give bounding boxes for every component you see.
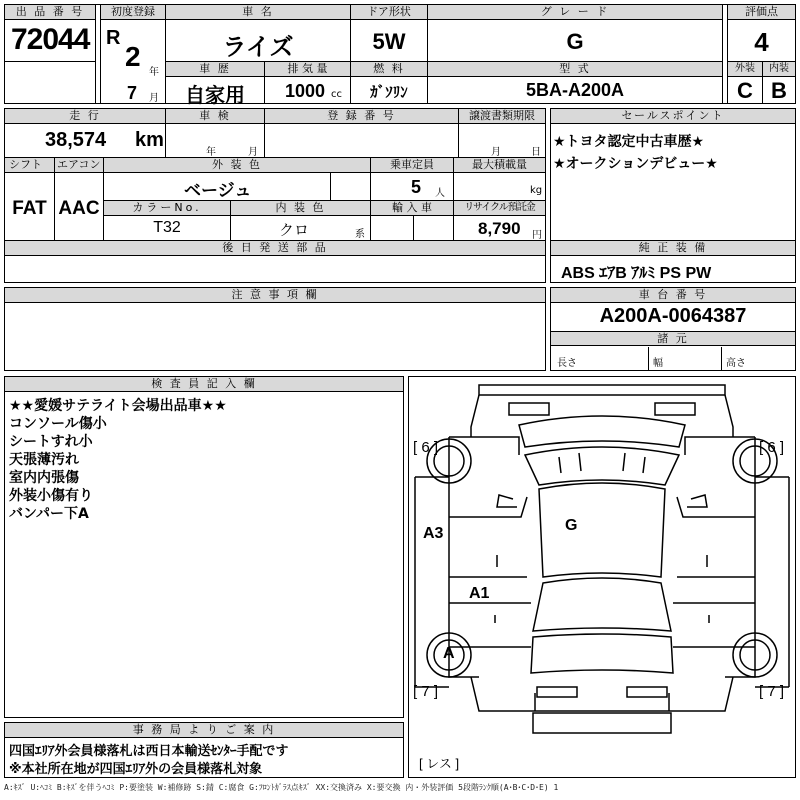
reg-month: 7 <box>127 83 138 103</box>
capacity-label: 乗車定員 <box>371 158 453 173</box>
ac-value: AAC <box>58 198 100 219</box>
transfer-deadline-label: 譲渡書類期限 <box>459 109 545 124</box>
equipment-value: ABS ｴｱB ｱﾙﾐ PS PW <box>561 265 712 282</box>
inspector-line: 室内内張傷 <box>9 470 79 486</box>
equipment-label: 純 正 装 備 <box>551 241 795 256</box>
color-number-cell <box>103 200 231 241</box>
later-parts-cell <box>4 240 546 283</box>
reg-month-unit: 月 <box>149 93 159 104</box>
shift-cell <box>4 157 55 241</box>
lot-label: 出 品 番 号 <box>5 5 95 20</box>
interior-color-cell <box>230 200 371 241</box>
spare-tire: [ レス ] <box>419 756 460 771</box>
office-label: 事 務 局 よ り ご 案 内 <box>5 723 403 738</box>
interior-color-value: クロ <box>279 222 310 239</box>
damage-mark-a3: A3 <box>423 525 444 542</box>
damage-mark-g: G <box>565 517 578 534</box>
model-label: 型 式 <box>428 62 722 77</box>
damage-mark-a1: A1 <box>469 585 490 602</box>
sales-points-label: セールスポイント <box>551 109 795 124</box>
car-name-label: 車 名 <box>166 5 350 20</box>
inspector-cell <box>4 376 404 718</box>
reg-era: R <box>106 27 121 49</box>
color-label: 外 装 色 <box>104 158 370 173</box>
sales-points-cell <box>550 108 796 241</box>
mileage-unit: km <box>135 129 164 151</box>
notes-label: 注 意 事 項 欄 <box>5 288 545 303</box>
import-cell <box>370 200 454 241</box>
recycle-unit: 円 <box>532 230 542 241</box>
model-cell <box>427 61 723 104</box>
dims-height: 高さ <box>726 358 746 369</box>
chassis-value: A200A-0064387 <box>599 305 747 327</box>
mileage-value: 38,574 <box>45 129 107 151</box>
ac-cell <box>54 157 104 241</box>
interior-value: B <box>771 78 787 103</box>
capacity-cell <box>370 157 454 201</box>
tire-rear-right: [ 7 ] <box>759 683 785 700</box>
later-parts-label: 後 日 発 送 部 品 <box>5 241 545 256</box>
inspector-line: 外装小傷有り <box>9 488 93 504</box>
grade-value: G <box>566 29 584 54</box>
capacity-value: 5 <box>411 177 422 197</box>
color-number-label: カラーNo. <box>104 201 230 216</box>
displacement-label: 排 気 量 <box>265 62 350 77</box>
lot-blank <box>4 61 96 104</box>
inspection-year-unit: 年 <box>206 147 216 158</box>
exterior-label: 外装 <box>728 62 762 77</box>
transfer-day-unit: 日 <box>531 147 541 158</box>
color-cell <box>103 157 371 201</box>
grade-label: グ レ ー ド <box>428 5 722 20</box>
max-load-label: 最大積載量 <box>454 158 545 173</box>
first-registration-cell <box>100 4 166 104</box>
tire-rear-left: [ 7 ] <box>413 683 439 700</box>
inspection-label: 車 検 <box>166 109 264 124</box>
inspection-cell <box>165 108 265 158</box>
lot-number-cell <box>4 4 96 62</box>
shift-label: シフト <box>5 158 54 173</box>
mileage-cell <box>4 108 166 158</box>
exterior-value: C <box>737 78 753 103</box>
grade-cell <box>427 4 723 62</box>
car-outline-icon <box>409 377 795 777</box>
score-value: 4 <box>754 27 769 57</box>
transfer-month-unit: 月 <box>491 147 501 158</box>
car-name-cell <box>165 4 351 62</box>
history-value: 自家用 <box>185 85 245 107</box>
registration-number-label: 登 録 番 号 <box>265 109 458 124</box>
interior-label: 内装 <box>763 62 795 77</box>
tire-front-left: [ 6 ] <box>413 439 439 456</box>
office-cell <box>4 722 404 778</box>
inspector-line: シートすれ小 <box>9 434 93 450</box>
inspector-line: コンソール傷小 <box>9 416 107 432</box>
interior-color-unit: 系 <box>355 229 365 240</box>
inspector-line: 天張薄汚れ <box>9 452 79 468</box>
fuel-value: ｶﾞｿﾘﾝ <box>370 84 408 101</box>
ac-label: エアコン <box>55 158 103 173</box>
sales-point-1: ★トヨタ認定中古車歴★ <box>553 134 705 150</box>
score-cell <box>727 4 796 62</box>
displacement-cell <box>264 61 351 104</box>
recycle-label: リサイクル預託金 <box>454 201 545 216</box>
recycle-cell <box>453 200 546 241</box>
fuel-label: 燃 料 <box>351 62 427 77</box>
displacement-value: 1000 <box>285 81 326 101</box>
inspector-line: ★★愛媛サテライト会場出品車★★ <box>9 398 227 414</box>
office-line-1: 四国ｴﾘｱ外会員様落札は西日本輸送ｾﾝﾀｰ手配です <box>9 744 289 759</box>
shift-value: FAT <box>12 198 47 219</box>
notes-cell <box>4 287 546 371</box>
door-label: ドア形状 <box>351 5 427 20</box>
fuel-cell <box>350 61 428 104</box>
lot-number: 72044 <box>11 23 90 56</box>
score-label: 評価点 <box>728 5 795 20</box>
registration-number-cell <box>264 108 459 158</box>
mileage-label: 走 行 <box>5 109 165 124</box>
door-value: 5W <box>372 29 406 54</box>
door-cell <box>350 4 428 62</box>
transfer-deadline-cell <box>458 108 546 158</box>
legend-text: A:ｷｽﾞ U:ﾍｺﾐ B:ｷｽﾞを伴うﾍｺﾐ P:要塗装 W:補修跡 S:錆 C:腐食 G:ﾌﾛﾝﾄｶﾞﾗｽ点ｷｽﾞ XX:交換済み X:要交換 内・外装評価 5段階ﾗﾝｸ順(A･B･C･D･E) 1 <box>4 783 559 792</box>
reg-year-unit: 年 <box>149 67 159 78</box>
color-value: ベージュ <box>184 181 252 200</box>
color-number-value: T32 <box>153 219 181 236</box>
recycle-value: 8,790 <box>478 219 521 238</box>
history-label: 車 歴 <box>166 62 264 77</box>
history-cell <box>165 61 265 107</box>
model-value: 5BA-A200A <box>525 80 625 100</box>
interior-color-label: 内 装 色 <box>231 201 370 216</box>
chassis-label: 車 台 番 号 <box>551 288 795 303</box>
dims-width: 幅 <box>653 358 663 369</box>
inspector-line: バンパー下A <box>9 506 89 522</box>
sales-point-2: ★オークションデビュー★ <box>553 156 718 172</box>
first-reg-label: 初度登録 <box>101 5 165 20</box>
damage-mark-a: A <box>443 645 455 662</box>
dims-label: 諸 元 <box>551 331 795 346</box>
office-line-2: ※本社所在地が四国ｴﾘｱ外の会員様落札対象 <box>9 762 263 777</box>
reg-year: 2 <box>125 41 141 72</box>
dims-length: 長さ <box>557 358 577 369</box>
inspection-month-unit: 月 <box>248 147 258 158</box>
max-load-unit: kg <box>530 185 543 196</box>
exterior-cell <box>727 61 763 104</box>
max-load-cell <box>453 157 546 201</box>
tire-front-right: [ 6 ] <box>759 439 785 456</box>
inspector-label: 検 査 員 記 入 欄 <box>5 377 403 392</box>
chassis-cell <box>550 287 796 371</box>
car-name: ライズ <box>222 34 294 61</box>
import-label: 輸 入 車 <box>371 201 453 216</box>
displacement-unit: cc <box>331 89 342 100</box>
equipment-cell <box>550 240 796 283</box>
car-diagram <box>408 376 796 778</box>
interior-cell <box>762 61 796 104</box>
capacity-unit: 人 <box>435 188 445 199</box>
